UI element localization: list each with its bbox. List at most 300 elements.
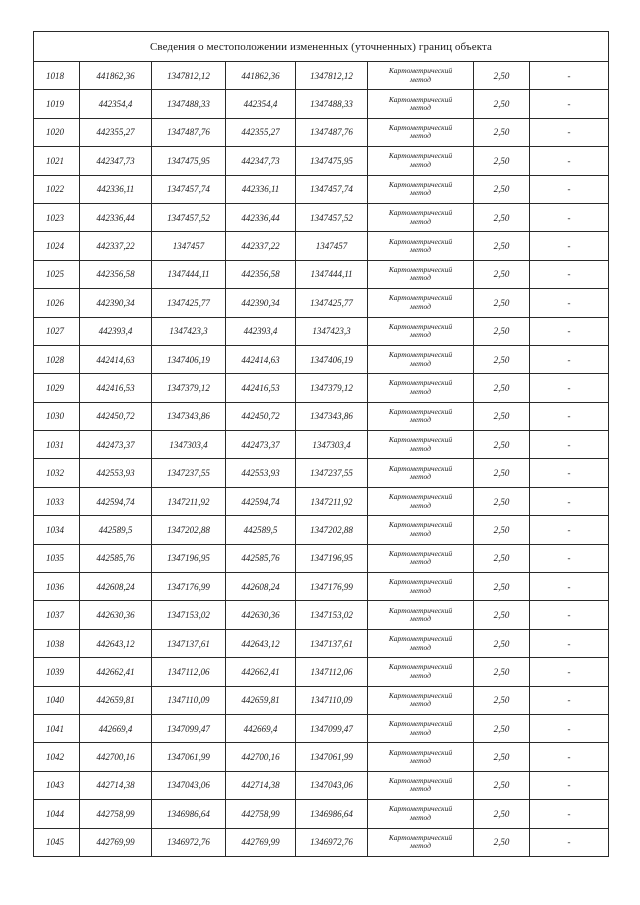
cell-accuracy: 2,50: [474, 62, 530, 90]
cell-y-existing: 1347423,3: [152, 317, 226, 345]
cell-accuracy: 2,50: [474, 601, 530, 629]
cell-point-number: 1029: [34, 374, 80, 402]
cell-x-new: 442700,16: [226, 743, 296, 771]
cell-description: -: [530, 374, 609, 402]
cell-description: -: [530, 573, 609, 601]
cell-description: -: [530, 686, 609, 714]
table-row: [34, 686, 609, 714]
cell-method: [368, 289, 474, 317]
method-line-1: Картометрический: [388, 520, 453, 530]
table-row: [34, 601, 609, 629]
cell-method: [368, 90, 474, 118]
table-row: [34, 771, 609, 799]
cell-y-new: 1347475,95: [296, 147, 368, 175]
method-line-1: Картометрический: [388, 151, 453, 161]
cell-accuracy: 2,50: [474, 714, 530, 742]
table-row: [34, 516, 609, 544]
cell-y-existing: 1347457,52: [152, 203, 226, 231]
cell-y-new: 1347237,55: [296, 459, 368, 487]
method-line-2: метод: [410, 188, 431, 198]
cell-accuracy: 2,50: [474, 90, 530, 118]
method-line-2: метод: [410, 74, 431, 84]
cell-accuracy: 2,50: [474, 317, 530, 345]
cell-y-new: 1347061,99: [296, 743, 368, 771]
cell-method: [368, 800, 474, 828]
cell-accuracy: 2,50: [474, 175, 530, 203]
cell-point-number: 1020: [34, 118, 80, 146]
cell-method: [368, 601, 474, 629]
cell-method: [368, 62, 474, 90]
cell-method: [368, 118, 474, 146]
method-line-2: метод: [410, 642, 431, 652]
table-row: [34, 118, 609, 146]
cell-accuracy: 2,50: [474, 658, 530, 686]
table-row: [34, 487, 609, 515]
cell-accuracy: 2,50: [474, 431, 530, 459]
table-row: [34, 402, 609, 430]
cell-x-new: 442594,74: [226, 487, 296, 515]
cell-accuracy: 2,50: [474, 487, 530, 515]
method-line-1: Картометрический: [388, 463, 453, 473]
cell-point-number: 1030: [34, 402, 80, 430]
cell-y-existing: 1347812,12: [152, 62, 226, 90]
cell-point-number: 1022: [34, 175, 80, 203]
cell-x-existing: 442662,41: [80, 658, 152, 686]
cell-x-new: 442416,53: [226, 374, 296, 402]
cell-x-new: 442608,24: [226, 573, 296, 601]
cell-y-new: 1347487,76: [296, 118, 368, 146]
cell-y-new: 1347211,92: [296, 487, 368, 515]
cell-x-existing: 442336,44: [80, 203, 152, 231]
cell-y-new: 1347153,02: [296, 601, 368, 629]
cell-description: -: [530, 260, 609, 288]
cell-x-new: 442589,5: [226, 516, 296, 544]
table-row: [34, 203, 609, 231]
cell-y-existing: 1347176,99: [152, 573, 226, 601]
cell-description: -: [530, 601, 609, 629]
cell-y-new: 1347444,11: [296, 260, 368, 288]
table-title: Сведения о местоположении измененных (уточненных) границ объекта: [34, 32, 609, 62]
cell-description: -: [530, 800, 609, 828]
cell-method: [368, 573, 474, 601]
cell-x-new: 442585,76: [226, 544, 296, 572]
cell-point-number: 1036: [34, 573, 80, 601]
cell-x-new: 442336,44: [226, 203, 296, 231]
cell-method: [368, 317, 474, 345]
cell-method: [368, 345, 474, 373]
method-line-1: Картометрический: [388, 775, 453, 785]
method-line-1: Картометрический: [388, 122, 453, 132]
cell-method: [368, 402, 474, 430]
cell-y-existing: 1346972,76: [152, 828, 226, 856]
cell-x-new: 442337,22: [226, 232, 296, 260]
cell-point-number: 1035: [34, 544, 80, 572]
cell-x-existing: 442416,53: [80, 374, 152, 402]
cell-description: -: [530, 516, 609, 544]
method-line-2: метод: [410, 528, 431, 538]
cell-accuracy: 2,50: [474, 686, 530, 714]
cell-accuracy: 2,50: [474, 544, 530, 572]
cell-description: -: [530, 714, 609, 742]
method-line-1: Картометрический: [388, 577, 453, 587]
cell-y-existing: 1347196,95: [152, 544, 226, 572]
cell-accuracy: 2,50: [474, 828, 530, 856]
cell-point-number: 1025: [34, 260, 80, 288]
table-row: [34, 175, 609, 203]
table-row: [34, 260, 609, 288]
cell-point-number: 1024: [34, 232, 80, 260]
cell-x-existing: 442356,58: [80, 260, 152, 288]
method-line-2: метод: [410, 330, 431, 340]
cell-method: [368, 487, 474, 515]
cell-point-number: 1044: [34, 800, 80, 828]
cell-point-number: 1032: [34, 459, 80, 487]
cell-x-existing: 442336,11: [80, 175, 152, 203]
table-row: [34, 62, 609, 90]
method-line-2: метод: [410, 301, 431, 311]
cell-x-new: 442450,72: [226, 402, 296, 430]
method-line-2: метод: [410, 386, 431, 396]
cell-description: -: [530, 203, 609, 231]
method-line-2: метод: [410, 614, 431, 624]
cell-x-new: 442662,41: [226, 658, 296, 686]
method-line-1: Картометрический: [388, 548, 453, 558]
cell-accuracy: 2,50: [474, 771, 530, 799]
cell-point-number: 1021: [34, 147, 80, 175]
table-row: [34, 544, 609, 572]
method-line-1: Картометрический: [388, 605, 453, 615]
table-row: [34, 459, 609, 487]
cell-x-existing: 442390,34: [80, 289, 152, 317]
cell-y-existing: 1347425,77: [152, 289, 226, 317]
cell-y-new: 1347176,99: [296, 573, 368, 601]
method-line-2: метод: [410, 273, 431, 283]
cell-y-existing: 1347303,4: [152, 431, 226, 459]
cell-accuracy: 2,50: [474, 118, 530, 146]
table-row: [34, 714, 609, 742]
cell-point-number: 1034: [34, 516, 80, 544]
method-line-1: Картометрический: [388, 690, 453, 700]
cell-method: [368, 629, 474, 657]
cell-point-number: 1027: [34, 317, 80, 345]
cell-y-new: 1347043,06: [296, 771, 368, 799]
cell-x-new: 442553,93: [226, 459, 296, 487]
method-line-1: Картометрический: [388, 492, 453, 502]
cell-y-new: 1347812,12: [296, 62, 368, 90]
cell-y-existing: 1347488,33: [152, 90, 226, 118]
cell-y-new: 1346986,64: [296, 800, 368, 828]
cell-description: -: [530, 459, 609, 487]
cell-method: [368, 459, 474, 487]
method-line-2: метод: [410, 670, 431, 680]
cell-x-new: 442473,37: [226, 431, 296, 459]
table-row: [34, 573, 609, 601]
table-row: [34, 147, 609, 175]
cell-point-number: 1045: [34, 828, 80, 856]
cell-description: -: [530, 544, 609, 572]
cell-point-number: 1038: [34, 629, 80, 657]
cell-x-existing: 442354,4: [80, 90, 152, 118]
table-row: [34, 743, 609, 771]
cell-x-new: 442347,73: [226, 147, 296, 175]
cell-accuracy: 2,50: [474, 743, 530, 771]
method-line-2: метод: [410, 727, 431, 737]
cell-point-number: 1043: [34, 771, 80, 799]
cell-description: -: [530, 629, 609, 657]
method-line-1: Картометрический: [388, 208, 453, 218]
cell-x-new: 442714,38: [226, 771, 296, 799]
cell-method: [368, 374, 474, 402]
cell-y-new: 1347423,3: [296, 317, 368, 345]
method-line-2: метод: [410, 585, 431, 595]
cell-x-existing: 442608,24: [80, 573, 152, 601]
cell-x-new: 442630,36: [226, 601, 296, 629]
method-line-2: метод: [410, 756, 431, 766]
cell-x-new: 442643,12: [226, 629, 296, 657]
method-line-2: метод: [410, 500, 431, 510]
cell-description: -: [530, 289, 609, 317]
cell-y-existing: 1347202,88: [152, 516, 226, 544]
cell-y-existing: 1347043,06: [152, 771, 226, 799]
cell-x-existing: 442473,37: [80, 431, 152, 459]
cell-method: [368, 544, 474, 572]
method-line-1: Картометрический: [388, 719, 453, 729]
cell-x-new: 442354,4: [226, 90, 296, 118]
cell-description: -: [530, 487, 609, 515]
method-line-2: метод: [410, 812, 431, 822]
cell-y-new: 1347406,19: [296, 345, 368, 373]
cell-accuracy: 2,50: [474, 800, 530, 828]
cell-method: [368, 147, 474, 175]
cell-x-new: 442393,4: [226, 317, 296, 345]
method-line-1: Картометрический: [388, 66, 453, 76]
cell-x-existing: 442393,4: [80, 317, 152, 345]
cell-description: -: [530, 402, 609, 430]
cell-method: [368, 516, 474, 544]
cell-method: [368, 743, 474, 771]
method-line-1: Картометрический: [388, 179, 453, 189]
cell-description: -: [530, 431, 609, 459]
cell-description: -: [530, 232, 609, 260]
cell-x-existing: 442643,12: [80, 629, 152, 657]
cell-x-existing: 442450,72: [80, 402, 152, 430]
cell-y-new: 1347099,47: [296, 714, 368, 742]
cell-y-new: 1347110,09: [296, 686, 368, 714]
cell-x-existing: 442669,4: [80, 714, 152, 742]
cell-accuracy: 2,50: [474, 232, 530, 260]
method-line-1: Картометрический: [388, 236, 453, 246]
cell-y-new: 1347457,52: [296, 203, 368, 231]
cell-x-new: 442669,4: [226, 714, 296, 742]
table-row: [34, 345, 609, 373]
cell-description: -: [530, 743, 609, 771]
cell-point-number: 1019: [34, 90, 80, 118]
method-line-1: Картометрический: [388, 634, 453, 643]
cell-point-number: 1037: [34, 601, 80, 629]
cell-y-new: 1347137,61: [296, 629, 368, 657]
cell-x-new: 442659,81: [226, 686, 296, 714]
cell-method: [368, 203, 474, 231]
cell-accuracy: 2,50: [474, 459, 530, 487]
cell-y-new: 1347202,88: [296, 516, 368, 544]
cell-y-existing: 1347153,02: [152, 601, 226, 629]
cell-y-new: 1347488,33: [296, 90, 368, 118]
document-page: [33, 31, 608, 857]
cell-x-existing: 442585,76: [80, 544, 152, 572]
cell-accuracy: 2,50: [474, 147, 530, 175]
method-line-1: Картометрический: [388, 832, 453, 842]
method-line-2: метод: [410, 699, 431, 709]
cell-point-number: 1028: [34, 345, 80, 373]
cell-point-number: 1041: [34, 714, 80, 742]
table-row: [34, 289, 609, 317]
method-line-2: метод: [410, 784, 431, 794]
method-line-1: Картометрический: [388, 321, 453, 331]
cell-method: [368, 658, 474, 686]
boundary-coordinates-table: [33, 31, 609, 857]
method-line-1: Картометрический: [388, 264, 453, 274]
cell-y-existing: 1347343,86: [152, 402, 226, 430]
cell-x-new: 442336,11: [226, 175, 296, 203]
cell-x-existing: 442714,38: [80, 771, 152, 799]
table-row: [34, 658, 609, 686]
cell-description: -: [530, 90, 609, 118]
table-title-row: [34, 32, 609, 62]
method-line-2: метод: [410, 557, 431, 567]
method-line-2: метод: [410, 103, 431, 113]
cell-description: -: [530, 658, 609, 686]
cell-y-existing: 1347444,11: [152, 260, 226, 288]
cell-description: -: [530, 147, 609, 175]
cell-y-new: 1347196,95: [296, 544, 368, 572]
cell-y-new: 1347457,74: [296, 175, 368, 203]
cell-x-existing: 442355,27: [80, 118, 152, 146]
cell-y-new: 1347343,86: [296, 402, 368, 430]
cell-accuracy: 2,50: [474, 402, 530, 430]
method-line-1: Картометрический: [388, 747, 453, 757]
table-row: [34, 431, 609, 459]
method-line-1: Картометрический: [388, 378, 453, 388]
cell-y-existing: 1347137,61: [152, 629, 226, 657]
cell-x-new: 442356,58: [226, 260, 296, 288]
cell-accuracy: 2,50: [474, 345, 530, 373]
cell-description: -: [530, 317, 609, 345]
method-line-2: метод: [410, 415, 431, 425]
cell-y-existing: 1347457: [152, 232, 226, 260]
cell-x-existing: 442769,99: [80, 828, 152, 856]
table-row: [34, 317, 609, 345]
cell-point-number: 1018: [34, 62, 80, 90]
cell-method: [368, 260, 474, 288]
cell-description: -: [530, 771, 609, 799]
cell-point-number: 1040: [34, 686, 80, 714]
cell-accuracy: 2,50: [474, 203, 530, 231]
cell-point-number: 1033: [34, 487, 80, 515]
table-row: [34, 629, 609, 657]
method-line-1: Картометрический: [388, 662, 453, 672]
cell-y-new: 1347303,4: [296, 431, 368, 459]
cell-point-number: 1039: [34, 658, 80, 686]
cell-y-new: 1347379,12: [296, 374, 368, 402]
cell-method: [368, 828, 474, 856]
cell-y-existing: 1347099,47: [152, 714, 226, 742]
cell-point-number: 1042: [34, 743, 80, 771]
cell-y-existing: 1346986,64: [152, 800, 226, 828]
method-line-1: Картометрический: [388, 435, 453, 445]
cell-y-new: 1347112,06: [296, 658, 368, 686]
cell-point-number: 1023: [34, 203, 80, 231]
cell-x-new: 442390,34: [226, 289, 296, 317]
cell-description: -: [530, 175, 609, 203]
cell-y-new: 1347457: [296, 232, 368, 260]
method-line-2: метод: [410, 443, 431, 453]
method-line-1: Картометрический: [388, 406, 453, 416]
cell-method: [368, 714, 474, 742]
cell-description: -: [530, 345, 609, 373]
cell-y-new: 1346972,76: [296, 828, 368, 856]
table-row: [34, 828, 609, 856]
cell-x-existing: 442347,73: [80, 147, 152, 175]
cell-y-existing: 1347237,55: [152, 459, 226, 487]
cell-x-existing: 441862,36: [80, 62, 152, 90]
cell-description: -: [530, 62, 609, 90]
cell-accuracy: 2,50: [474, 516, 530, 544]
cell-x-existing: 442758,99: [80, 800, 152, 828]
table-row: [34, 800, 609, 828]
cell-x-new: 442769,99: [226, 828, 296, 856]
cell-x-new: 441862,36: [226, 62, 296, 90]
cell-x-new: 442758,99: [226, 800, 296, 828]
cell-x-existing: 442553,93: [80, 459, 152, 487]
cell-y-existing: 1347379,12: [152, 374, 226, 402]
cell-x-existing: 442337,22: [80, 232, 152, 260]
cell-accuracy: 2,50: [474, 260, 530, 288]
cell-x-existing: 442659,81: [80, 686, 152, 714]
cell-y-existing: 1347487,76: [152, 118, 226, 146]
method-line-2: метод: [410, 472, 431, 482]
cell-y-existing: 1347211,92: [152, 487, 226, 515]
cell-y-existing: 1347061,99: [152, 743, 226, 771]
table-row: [34, 90, 609, 118]
method-line-1: Картометрический: [388, 293, 453, 303]
cell-x-existing: 442594,74: [80, 487, 152, 515]
cell-y-existing: 1347112,06: [152, 658, 226, 686]
method-line-1: Картометрический: [388, 94, 453, 104]
cell-description: -: [530, 828, 609, 856]
cell-y-existing: 1347475,95: [152, 147, 226, 175]
cell-point-number: 1026: [34, 289, 80, 317]
cell-y-new: 1347425,77: [296, 289, 368, 317]
cell-accuracy: 2,50: [474, 289, 530, 317]
cell-y-existing: 1347110,09: [152, 686, 226, 714]
cell-point-number: 1031: [34, 431, 80, 459]
cell-description: -: [530, 118, 609, 146]
method-line-2: метод: [410, 358, 431, 368]
method-line-2: метод: [410, 216, 431, 226]
method-line-2: метод: [410, 131, 431, 141]
method-line-2: метод: [410, 159, 431, 169]
cell-method: [368, 175, 474, 203]
cell-x-new: 442414,63: [226, 345, 296, 373]
method-line-2: метод: [410, 245, 431, 255]
cell-x-existing: 442589,5: [80, 516, 152, 544]
cell-method: [368, 771, 474, 799]
cell-accuracy: 2,50: [474, 374, 530, 402]
cell-x-existing: 442630,36: [80, 601, 152, 629]
method-line-1: Картометрический: [388, 804, 453, 814]
cell-method: [368, 232, 474, 260]
table-row: [34, 232, 609, 260]
